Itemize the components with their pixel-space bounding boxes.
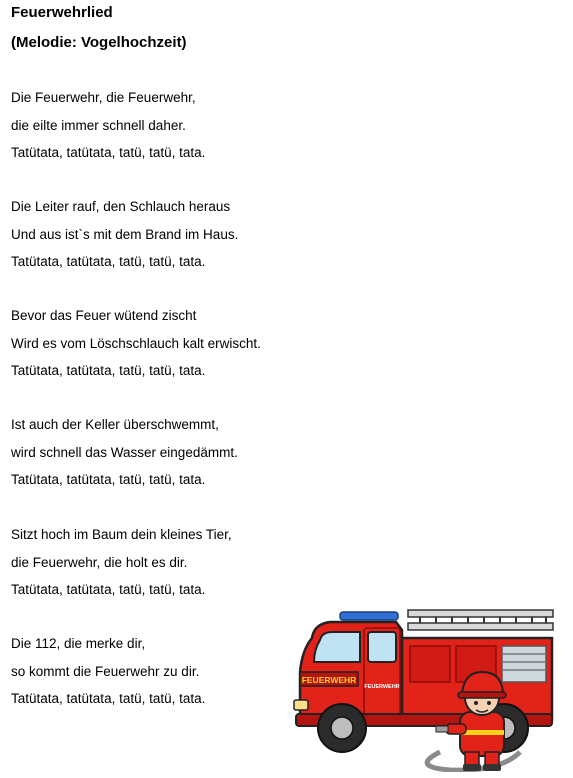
fire-truck-illustration <box>290 602 560 772</box>
verse-line: die eilte immer schnell daher. <box>11 117 186 133</box>
stanza-3 <box>11 302 261 385</box>
refrain-line: Tatütata, tatütata, tatü, tatü, tata. <box>11 145 206 160</box>
stanza-1 <box>11 84 205 167</box>
stanza-4 <box>11 411 238 494</box>
siren-light <box>340 612 398 620</box>
verse-line: Die 112, die merke dir, <box>11 636 146 651</box>
verse-line: die Feuerwehr, die holt es dir. <box>11 554 188 570</box>
refrain-line: Tatütata, tatütata, tatü, tatü, tata. <box>11 472 206 487</box>
verse-line: so kommt die Feuerwehr zu dir. <box>11 663 200 679</box>
stanza-6 <box>11 630 205 713</box>
cab-window <box>314 632 360 662</box>
song-subtitle: (Melodie: Vogelhochzeit) <box>11 34 187 51</box>
verse-line: Sitzt hoch im Baum dein kleines Tier, <box>11 527 232 542</box>
verse-line: Wird es vom Löschschlauch kalt erwischt. <box>11 335 261 351</box>
door-label: FEUERWEHR <box>364 684 400 690</box>
fire-truck-icon <box>290 602 560 772</box>
verse-line: Und aus ist`s mit dem Brand im Haus. <box>11 226 239 242</box>
refrain-line: Tatütata, tatütata, tatü, tatü, tata. <box>11 363 206 378</box>
refrain-line: Tatütata, tatütata, tatü, tatü, tata. <box>11 691 206 706</box>
verse-line: Bevor das Feuer wütend zischt <box>11 308 197 323</box>
truck-label: FEUERWEHR <box>301 675 357 685</box>
verse-line: Die Leiter rauf, den Schlauch heraus <box>11 199 231 214</box>
door-window <box>368 632 396 662</box>
verse-line: Die Feuerwehr, die Feuerwehr, <box>11 90 196 105</box>
refrain-line: Tatütata, tatütata, tatü, tatü, tata. <box>11 254 206 269</box>
song-title: Feuerwehrlied <box>11 4 113 21</box>
refrain-line: Tatütata, tatütata, tatü, tatü, tata. <box>11 582 206 597</box>
stanza-2 <box>11 193 238 276</box>
verse-line: wird schnell das Wasser eingedämmt. <box>11 444 238 460</box>
ladder <box>408 610 553 630</box>
stanza-5 <box>11 521 232 604</box>
front-wheel <box>318 704 366 752</box>
verse-line: Ist auch der Keller überschwemmt, <box>11 417 219 432</box>
